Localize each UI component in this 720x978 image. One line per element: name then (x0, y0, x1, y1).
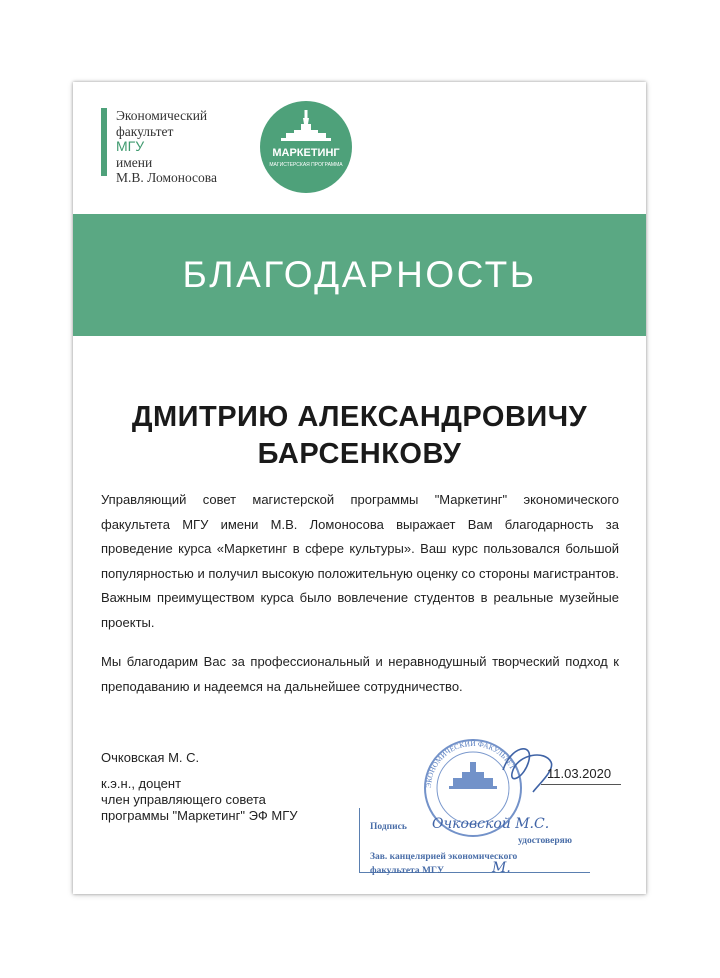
signer-block (101, 750, 298, 824)
body-paragraph-2: Мы благодарим Вас за профессиональный и неравнодушный творческий подход к преподаванию и надеемся на дальнейшее сотрудничество. (101, 654, 619, 694)
certify-handwritten-initial: М. (492, 860, 511, 876)
certificate-title: БЛАГОДАРНОСТЬ (182, 254, 537, 295)
stamp-text: ЭКОНОМИЧЕСКИЙ ФАКУЛЬТЕТ (423, 738, 518, 789)
signer-name: Очковская М. С. (101, 750, 200, 765)
marketing-program-logo (259, 100, 353, 194)
recipient-line-1: ДМИТРИЮ АЛЕКСАНДРОВИЧУ (131, 401, 588, 433)
date-line (541, 784, 621, 785)
recipient-line-2: БАРСЕНКОВУ (257, 438, 462, 470)
certificate-page (73, 82, 646, 894)
logo-title: МАРКЕТИНГ (272, 147, 340, 159)
faculty-line-2: факультет (116, 123, 174, 139)
certify-line-1: Подпись (370, 822, 407, 832)
faculty-logo-text (101, 108, 217, 185)
certify-line-3: Зав. канцелярией экономического (370, 852, 518, 862)
logo-subtitle: МАГИСТЕРСКАЯ ПРОГРАММА (269, 162, 343, 168)
certify-line-4: факультета МГУ (370, 866, 444, 876)
signer-position-2: программы "Маркетинг" ЭФ МГУ (101, 808, 298, 823)
certify-line-2: удостоверяю (518, 836, 573, 846)
signer-position-1: член управляющего совета (101, 792, 266, 807)
title-banner (73, 214, 646, 336)
faculty-line-5: М.В. Ломоносова (116, 170, 217, 185)
certify-handwritten-name: Очковской М.С. (432, 816, 550, 832)
body-paragraph-1: Управляющий совет магистерской программы "Маркетинг" экономического факультета МГУ имени М.В. Ломоносова выражает Вам благодарность за проведение курса «Маркетинг в сфере культуры». Ваш курс пользовался большой популярностью и получил высокую положительную оценку со стороны магистрантов. Важным преимуществом курса было вовлечение студентов в реальные музейные проекты. (101, 492, 619, 630)
faculty-line-4: имени (116, 154, 153, 170)
certification-stamp (359, 808, 590, 876)
recipient-name (73, 399, 646, 473)
faculty-line-3: МГУ (116, 138, 145, 154)
faculty-line-1: Экономический (116, 108, 208, 123)
signer-degree: к.э.н., доцент (101, 776, 182, 791)
signature-date: 11.03.2020 (547, 766, 612, 781)
